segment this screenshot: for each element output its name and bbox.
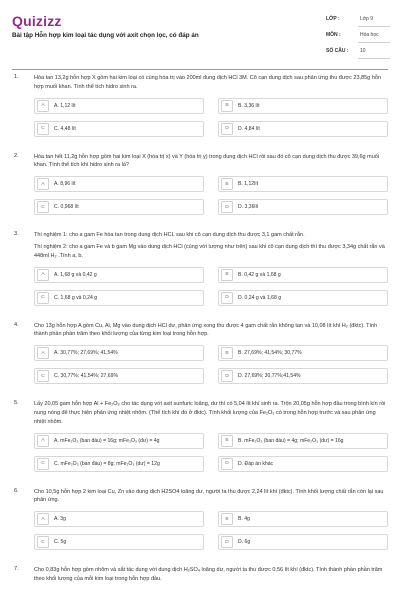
option-label: D. 3,36lít: [238, 204, 259, 211]
question-paragraph: Cho 13g hỗn hợp A gồm Cu, Al, Mg vào dung dịch HCl dư, phản ứng xong thu được 4 gam chất rắn không tan và 10,08 lít khí H₂ (đktc). Tính thành phần phần trăm theo khối lượng của từng kim loại trong hỗn hợp.: [34, 322, 378, 338]
question-item: [14, 153, 388, 216]
option-label: D. 4,84 lít: [238, 125, 260, 132]
question-number: 7.: [14, 566, 19, 573]
meta-value: Lớp 9: [360, 16, 374, 22]
meta-key: LỚP :: [326, 16, 340, 22]
question-list: [0, 74, 400, 587]
option-label: A. 8,96 lít: [54, 181, 76, 188]
option-letter-badge: C: [37, 201, 49, 213]
option-letter-badge: B: [221, 178, 233, 190]
option-label: C. 1,68 g và 0,24 g: [54, 294, 98, 301]
answer-option[interactable]: [34, 290, 204, 306]
option-label: C. 5g: [54, 539, 67, 546]
option-letter-badge: A: [37, 269, 49, 281]
answer-options: [34, 511, 388, 550]
question-text: [34, 153, 388, 171]
meta-value: 10: [360, 48, 366, 54]
option-letter-badge: B: [221, 100, 233, 112]
answer-option[interactable]: [34, 98, 204, 114]
meta-value: Hóa học: [360, 32, 379, 38]
answer-option[interactable]: [34, 511, 204, 527]
answer-option[interactable]: [34, 121, 204, 137]
question-text: [34, 488, 388, 506]
answer-options: [34, 345, 388, 384]
quizizz-logo: Quizizz: [12, 13, 62, 29]
answer-options: [34, 176, 388, 215]
answer-option[interactable]: [218, 267, 388, 283]
option-letter-badge: A: [37, 513, 49, 525]
option-label: D. 27,69%; 30,77%;41,54%: [238, 373, 301, 380]
question-paragraph: Lấy 20,05 gam hỗn hợp Al + Fe₂O₃ cho tác dụng với axit sunfuric loãng, dư thì có 5,04 lít khí sinh ra. Trộn 20,05g hỗn hợp đầu trong bình kín rồi nung nóng để thực hiện phản ứng nhiệt nhôm. (Thể tích khí đo ở đktc). Tính khối lượng của Fe₂O₃ có trong hỗn hợp trước và sau phản ứng nhiệt nhôm.: [34, 401, 386, 425]
option-letter-badge: D: [221, 536, 233, 548]
answer-options: [34, 433, 388, 472]
question-text: [34, 231, 388, 260]
option-letter-badge: A: [37, 435, 49, 447]
answer-option[interactable]: [218, 456, 388, 472]
option-letter-badge: C: [37, 458, 49, 470]
option-label: B. 0,42 g và 1,68 g: [238, 271, 281, 278]
answer-option[interactable]: [34, 534, 204, 550]
option-letter-badge: D: [221, 292, 233, 304]
question-item: [14, 566, 388, 584]
answer-option[interactable]: [218, 121, 388, 137]
option-label: A. 3g: [54, 516, 66, 523]
question-number: 1.: [14, 74, 19, 80]
meta-row: [326, 14, 390, 30]
option-letter-badge: C: [37, 292, 49, 304]
question-item: [14, 400, 388, 471]
option-label: B. 3,36 lít: [238, 102, 260, 109]
answer-option[interactable]: [34, 433, 204, 449]
question-item: [14, 322, 388, 385]
answer-option[interactable]: [218, 433, 388, 449]
answer-option[interactable]: [34, 368, 204, 384]
option-label: B. 1,12lít: [238, 181, 259, 188]
option-letter-badge: B: [221, 513, 233, 525]
question-paragraph: Hòa tan 13,2g hỗn hợp X gồm hai kim loại có cùng hóa trị vào 200ml dung dịch HCl 3M. Cô cạn dung dịch sau phản ứng thu được 23,85g hỗn hợp muối khan. Tính thể tích hidro sinh ra.: [34, 75, 381, 90]
answer-option[interactable]: [218, 199, 388, 215]
question-paragraph: Hòa tan hết 11,2g hỗn hợp gồm hai kim loại X (hóa trị x) và Y (hóa trị y) trong dung dịch HCl rồi sau đó cô cạn dung dịch thu được 39,6g muối khan. Tính thể tích khí hidro sinh ra là?: [34, 153, 380, 169]
question-number: 4.: [14, 321, 19, 328]
question-text: [34, 566, 388, 584]
answer-option[interactable]: [218, 368, 388, 384]
answer-option[interactable]: [218, 511, 388, 527]
question-paragraph: Thí nghiệm 2: cho a gam Fe và b gam Mg vào dung dịch HCl (cùng với lượng như trên) sau khi cô cạn dung dịch thì thu được 3,34g chất rắn và 448ml H₂ .Tính a, b.: [34, 243, 385, 259]
option-letter-badge: C: [37, 123, 49, 135]
option-letter-badge: B: [221, 269, 233, 281]
option-label: B. 27,69%; 41,54%; 30,77%: [238, 350, 302, 357]
option-letter-badge: C: [37, 370, 49, 382]
question-number: 3.: [14, 231, 19, 238]
answer-option[interactable]: [34, 456, 204, 472]
question-number: 5.: [14, 400, 19, 407]
answer-option[interactable]: [34, 176, 204, 192]
header-divider: [12, 69, 388, 70]
answer-option[interactable]: [218, 345, 388, 361]
option-label: B. mFe₂O₃ (ban đầu) = 4g; mFe₂O₃ (dư) = 16g: [238, 437, 344, 444]
question-item: [14, 488, 388, 551]
option-label: A. 1,68 g và 0,42 g: [54, 271, 97, 278]
option-letter-badge: D: [221, 123, 233, 135]
question-text: [34, 322, 388, 340]
answer-options: [34, 267, 388, 306]
option-letter-badge: A: [37, 178, 49, 190]
option-letter-badge: D: [221, 370, 233, 382]
option-label: C. 0,968 lít: [54, 204, 79, 211]
meta-row: [326, 46, 390, 62]
answer-option[interactable]: [34, 345, 204, 361]
question-number: 6.: [14, 487, 19, 494]
question-paragraph: Thí nghiệm 1: cho a gam Fe hòa tan trong dung dịch HCL sau khi cô cạn dung dịch thu được 3,1 gam chất rắn.: [34, 232, 305, 239]
answer-options: [34, 98, 388, 137]
option-label: C. 30,77%; 41,54%; 27,69%: [54, 373, 118, 380]
question-item: [14, 74, 388, 137]
option-label: B. 4g: [238, 516, 250, 523]
option-letter-badge: A: [37, 100, 49, 112]
option-letter-badge: C: [37, 536, 49, 548]
option-label: C. 4,48 lít: [54, 125, 76, 132]
answer-option[interactable]: [218, 176, 388, 192]
question-number: 2.: [14, 152, 19, 159]
answer-option[interactable]: [218, 290, 388, 306]
option-label: C. mFe₂O₃ (ban đầu) = 8g; mFe₂O₃ (dư) = 12g: [54, 460, 160, 467]
meta-underline: [358, 26, 390, 27]
option-label: A. 30,77%; 27,69%; 41,54%: [54, 350, 118, 357]
answer-option[interactable]: [218, 98, 388, 114]
question-text: [34, 400, 388, 426]
page-title: Bài tập Hỗn hợp kim loại tác dụng với axit chọn lọc, có đáp án: [12, 32, 199, 39]
meta-key: MÔN :: [326, 32, 341, 38]
meta-underline: [358, 42, 390, 43]
option-label: D. 0,24 g và 1,68 g: [238, 294, 282, 301]
question-paragraph: Cho 0,83g hỗn hợp gồm nhôm và sắt tác dụng với dung dịch H₂SO₄ loãng dư, người ta thu được 0,56 lít khí (đktc). Tính thành phần phần trăm theo khối lượng của mỗi kim loại trong hỗn hợp đầu.: [34, 567, 383, 582]
option-letter-badge: B: [221, 347, 233, 359]
meta-panel: [326, 14, 390, 62]
option-letter-badge: B: [221, 435, 233, 447]
question-text: [34, 74, 388, 92]
answer-option[interactable]: [34, 199, 204, 215]
option-label: D. 6g: [238, 539, 251, 546]
meta-underline: [358, 58, 390, 59]
option-label: D. Đáp án khác: [238, 460, 274, 467]
option-letter-badge: A: [37, 347, 49, 359]
option-letter-badge: D: [221, 201, 233, 213]
header: [0, 0, 400, 70]
option-label: A. mFe₂O₃ (ban đầu) = 16g; mFe₂O₃ (dư) = 4g: [54, 437, 160, 444]
meta-row: [326, 30, 390, 46]
question-paragraph: Cho 10,5g hỗn hợp 2 kim loại Cu, Zn vào dung dịch H2SO4 loãng dư, người ta thu được 2,24 lít khí (đktc). Tính khối lượng chất rắn còn lại sau phản ứng.: [34, 488, 384, 504]
meta-key: SỐ CÂU :: [326, 48, 349, 54]
option-label: A. 1,12 lít: [54, 102, 76, 109]
option-letter-badge: D: [221, 458, 233, 470]
question-item: [14, 231, 388, 305]
answer-option[interactable]: [34, 267, 204, 283]
answer-option[interactable]: [218, 534, 388, 550]
